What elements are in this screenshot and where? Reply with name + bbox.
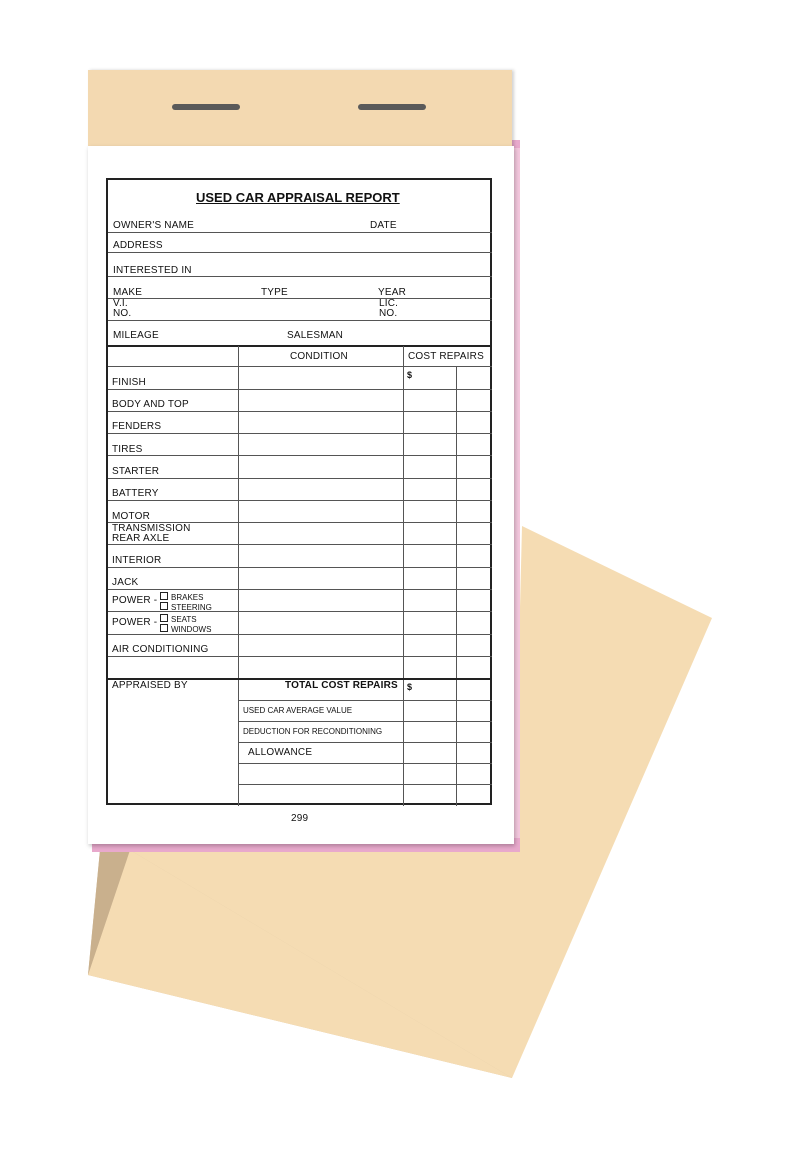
item-power-1: POWER - [112,595,158,606]
item-interior: INTERIOR [112,555,162,566]
label-year: YEAR [378,287,407,298]
row-transmission [108,544,492,545]
item-rear-axle: REAR AXLE [112,533,170,544]
item-finish: FINISH [112,377,146,388]
page-number: 299 [291,813,309,824]
binding-slot-right [358,104,426,110]
windows-checkbox-icon[interactable] [160,624,168,632]
label-lic: LIC. [379,298,399,309]
rule-mileage [106,345,492,347]
label-appraised-by: APPRAISED BY [112,680,188,691]
item-transmission: TRANSMISSION [112,523,191,534]
rule-address [108,252,492,253]
row-battery [108,500,492,501]
row-tires [108,455,492,456]
row-extra [238,784,492,785]
seats-label: SEATS [171,615,197,624]
label-vi: V.I. [113,298,128,309]
label-address: ADDRESS [113,240,163,251]
label-lic-no: NO. [379,308,398,319]
row-total [238,700,492,701]
pink-copy-edge [514,148,520,838]
label-owners-name: OWNER'S NAME [113,220,194,231]
item-air-conditioning: AIR CONDITIONING [112,644,209,655]
row-body [108,411,492,412]
label-type: TYPE [261,287,288,298]
option-seats [160,614,197,624]
windows-label: WINDOWS [171,625,212,634]
item-body-and-top: BODY AND TOP [112,399,189,410]
item-jack: JACK [112,577,139,588]
item-motor: MOTOR [112,511,151,522]
seats-checkbox-icon[interactable] [160,614,168,622]
row-finish [108,389,492,390]
label-total-cost-repairs: TOTAL COST REPAIRS [285,680,398,691]
label-deduction-for-reconditioning: DEDUCTION FOR RECONDITIONING [243,727,383,736]
rule-interested [108,276,492,277]
option-windows [160,624,211,634]
row-starter [108,478,492,479]
row-average [238,721,492,722]
dollar-total: $ [407,682,413,692]
steering-label: STEERING [171,603,212,612]
col-cost-left [403,346,404,806]
row-interior [108,567,492,568]
label-make: MAKE [113,287,143,298]
dollar-finish: $ [407,370,413,380]
label-allowance: ALLOWANCE [248,747,313,758]
form-title: USED CAR APPRAISAL REPORT [196,190,400,205]
item-battery: BATTERY [112,488,159,499]
rule-vi [108,320,492,321]
row-jack [108,589,492,590]
header-cost-repairs: COST REPAIRS [408,351,484,362]
row-header [108,366,492,367]
label-salesman: SALESMAN [287,330,344,341]
option-steering [160,602,212,612]
label-used-car-average-value: USED CAR AVERAGE VALUE [243,706,353,715]
item-tires: TIRES [112,444,143,455]
rule-owner [108,232,492,233]
col-condition-left [238,346,239,806]
item-fenders: FENDERS [112,421,162,432]
option-brakes [160,592,203,602]
col-cents-left [456,366,457,806]
label-interested-in: INTERESTED IN [113,265,192,276]
label-date: DATE [370,220,397,231]
row-deduction [238,742,492,743]
item-power-2: POWER - [112,617,158,628]
header-condition: CONDITION [290,351,348,362]
label-mileage: MILEAGE [113,330,159,341]
steering-checkbox-icon[interactable] [160,602,168,610]
row-fenders [108,433,492,434]
rule-make [108,298,492,299]
brakes-checkbox-icon[interactable] [160,592,168,600]
row-power-seats [108,634,492,635]
item-starter: STARTER [112,466,160,477]
brakes-label: BRAKES [171,593,204,602]
binding-slot-left [172,104,240,110]
binding-stub [88,70,512,148]
label-vi-no: NO. [113,308,132,319]
row-air [108,656,492,657]
row-allowance [238,763,492,764]
